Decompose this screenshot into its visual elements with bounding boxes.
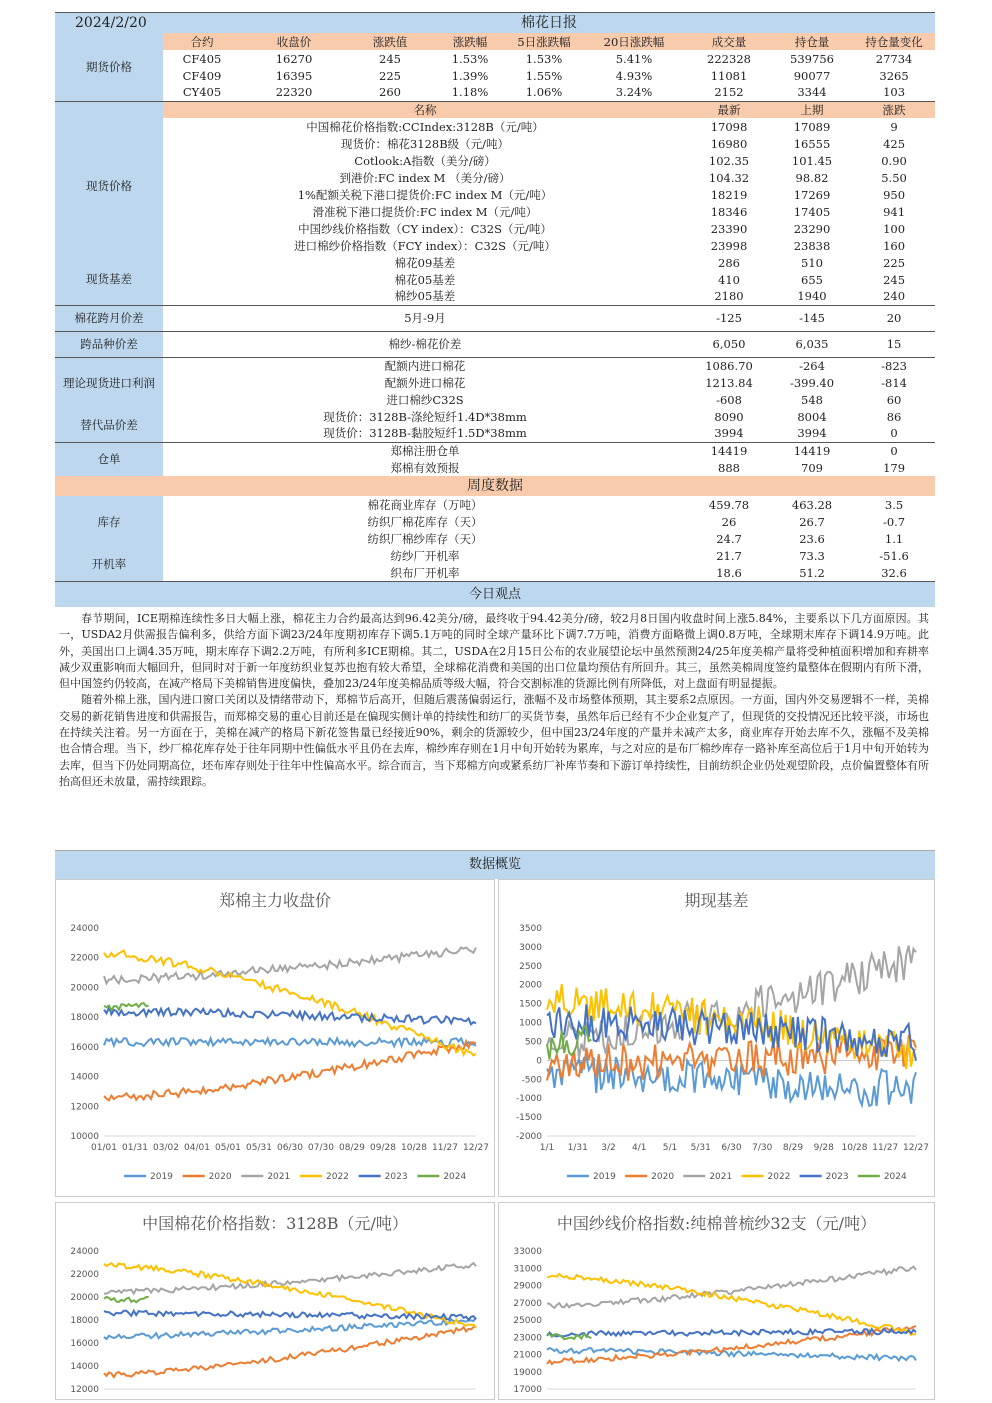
y-tick-label: 20000	[70, 983, 99, 994]
futures-header-cell: 涨跌值	[347, 33, 433, 50]
inventory-name: 纺织厂棉纱库存（天）	[367, 531, 483, 546]
chart-1	[498, 879, 935, 1197]
spot-change: 160	[883, 238, 906, 253]
spot-change: 950	[883, 187, 906, 202]
operating-prev: 51.2	[799, 565, 825, 580]
y-tick-label: 20000	[70, 1293, 99, 1303]
y-tick-label: 25000	[513, 1316, 542, 1326]
table-row	[55, 305, 935, 331]
x-tick-label: 06/30	[277, 1143, 303, 1153]
substitute-latest: 3994	[714, 426, 744, 441]
x-tick-label: 6/30	[721, 1143, 742, 1153]
legend-label: 2022	[326, 1172, 349, 1182]
x-tick-label: 5/1	[662, 1143, 678, 1153]
x-tick-label: 04/01	[184, 1143, 210, 1153]
inventory-change: 1.1	[884, 531, 904, 546]
futures-header-cell: 合约	[163, 33, 241, 50]
spot-prev: 23290	[793, 221, 831, 236]
spot-change: 9	[890, 119, 898, 134]
x-tick-label: 05/01	[215, 1143, 241, 1153]
import_profit-latest: 1086.70	[687, 357, 771, 374]
import_profit-latest: 1213.84	[705, 375, 753, 390]
spot-latest: 16980	[710, 136, 748, 151]
y-tick-label: 1500	[519, 999, 542, 1010]
operating-name: 织布厂开机率	[390, 565, 460, 580]
substitute-name: 现货价：3128B-涤纶短纤1.4D*38mm	[323, 409, 527, 424]
import_profit-change: -823	[853, 357, 935, 374]
warehouse-latest: 14419	[687, 442, 771, 459]
spot-latest: 102.35	[708, 153, 750, 168]
cross-name: 棉纱-棉花价差	[163, 331, 687, 357]
observation-paragraph: 春节期间，ICE期棉连续性多日大幅上涨，棉花主力合约最高达到96.42美分/磅，最终收于94.42美分/磅，较2月8日国内收盘时间上涨5.84%，主要系以下几方面原因。其一，USDA2月供需报告偏利多，供给方面下调23/24年度期初库存下调5.1万吨的同时全球产量环比下调7.7万吨，消费方面略微上调0.8万吨，全球期末库存下调14.9万吨。此外，美国出口上调4.35万吨，期末库存下调2.2万吨，有所利多ICE期棉。其二，USDA在2月15日公布的农业展望论坛中虽然预测24/25年度美棉产量将受种植面积增加和弃耕率减少双重影响而大幅回升，但同时对于新一年度纺织业复苏也抱有较大希望，全球棉花消费和美国的出口位量均预估有所回升。其三，虽然美棉周度签约量整体在假期内有所下滑，但中国签约仍较高，在减产格局下美棉销售进度偏快，叠加23/24年度美棉品质等级大幅，符合交割标准的货源比例有所降低，对上盘面有明显提振。	[59, 612, 929, 691]
futures-header-cell: 收盘价	[241, 33, 347, 50]
y-tick-label: -1500	[515, 1113, 542, 1124]
y-tick-label: -1000	[515, 1094, 542, 1105]
section-label-operating: 开机率	[55, 547, 163, 581]
basis-change: 245	[883, 272, 906, 287]
chart-svg	[499, 880, 934, 1196]
futures-cell: 11081	[710, 68, 748, 83]
cross-latest: 6,050	[687, 331, 771, 357]
spot-header-latest: 最新	[687, 101, 771, 118]
spot-name: 进口棉纱价格指数（FCY index）：C32S（元/吨）	[294, 238, 556, 253]
futures-header-cell: 持仓量	[771, 33, 853, 50]
basis-latest: 2180	[714, 289, 744, 304]
series-line-2019	[104, 1038, 476, 1046]
y-tick-label: 27000	[513, 1298, 542, 1309]
inventory-name: 纺织厂棉花库存（天）	[367, 514, 483, 529]
table-row	[55, 13, 935, 34]
spot-name: Cotlook:A指数（美分/磅）	[354, 153, 496, 168]
basis-prev: 655	[801, 272, 823, 287]
inventory-latest: 459.78	[708, 497, 750, 512]
table-row	[55, 169, 935, 186]
section-label-futures: 期货价格	[55, 33, 163, 101]
spot-name: 中国棉花价格指数:CCIndex:3128B（元/吨）	[306, 119, 544, 134]
table-row	[55, 271, 935, 288]
y-tick-label: 24000	[70, 1247, 99, 1257]
series-line-2023	[547, 1329, 916, 1336]
spread-name: 5月-9月	[163, 305, 687, 331]
table-row	[55, 496, 935, 513]
charts-area	[55, 879, 935, 1400]
legend-label: 2024	[443, 1172, 467, 1182]
series-line-2022	[547, 1274, 916, 1335]
futures-cell: 1.55%	[525, 68, 563, 83]
legend-label: 2023	[384, 1172, 408, 1182]
x-tick-label: 11/27	[872, 1143, 899, 1153]
basis-latest: 410	[718, 272, 740, 287]
import_profit-prev: -264	[771, 357, 853, 374]
futures-header-cell: 20日涨跌幅	[581, 33, 687, 50]
legend-label: 2021	[267, 1172, 291, 1182]
series-line-2024	[104, 1003, 149, 1010]
x-tick-label: 5/31	[690, 1143, 711, 1153]
section-label-basis: 现货基差	[55, 254, 163, 305]
spot-prev: 16555	[793, 136, 831, 151]
spot-change: 425	[883, 136, 906, 151]
futures-cell: 2152	[714, 85, 744, 100]
operating-latest: 21.7	[716, 548, 742, 563]
table-row	[55, 84, 935, 101]
spot-name: 滑准税下港口提货价:FC index M（元/吨）	[312, 204, 538, 219]
basis-name: 棉花05基差	[394, 272, 456, 287]
section-label-inventory: 库存	[55, 496, 163, 547]
spot-prev: 98.82	[795, 170, 829, 185]
warehouse-change: 179	[883, 460, 906, 475]
y-tick-label: 24000	[70, 924, 99, 934]
chart-svg	[56, 880, 494, 1196]
cotton-daily-report	[55, 12, 935, 1403]
futures-cell: 27734	[875, 51, 913, 66]
y-tick-label: 33000	[513, 1247, 542, 1257]
basis-name: 棉纱05基差	[394, 289, 456, 304]
section-label-spot: 现货价格	[55, 118, 163, 254]
y-tick-label: 0	[536, 1056, 542, 1067]
futures-header-cell: 成交量	[687, 33, 771, 50]
x-tick-label: 12/27	[903, 1143, 929, 1153]
chart-title: 期现基差	[684, 891, 749, 910]
x-tick-label: 7/30	[752, 1143, 773, 1153]
y-tick-label: 19000	[513, 1367, 542, 1378]
legend-label: 2024	[883, 1172, 907, 1182]
x-tick-label: 05/31	[246, 1143, 272, 1153]
spot-latest: 23998	[710, 238, 748, 253]
table-row	[55, 50, 935, 67]
operating-name: 纺纱厂开机率	[390, 548, 460, 563]
y-tick-label: 12000	[70, 1385, 99, 1395]
futures-cell: 16270	[275, 51, 313, 66]
x-tick-label: 09/28	[370, 1143, 396, 1153]
basis-name: 棉花09基差	[394, 255, 456, 270]
legend-label: 2022	[767, 1172, 791, 1182]
y-tick-label: 21000	[513, 1350, 542, 1361]
chart-svg	[499, 1203, 934, 1399]
table-row	[55, 118, 935, 135]
series-line-2019	[104, 1318, 476, 1339]
x-tick-label: 10/28	[841, 1143, 868, 1153]
futures-cell: 539756	[790, 51, 834, 66]
y-tick-label: 17000	[513, 1385, 542, 1395]
futures-cell: 260	[379, 85, 401, 100]
basis-latest: 286	[718, 255, 740, 270]
spot-name: 1%配额关税下港口提货价:FC index M（元/吨）	[297, 187, 553, 202]
table-row	[55, 237, 935, 254]
table-row	[55, 374, 935, 391]
substitute-latest: 8090	[714, 409, 744, 424]
table-row	[55, 530, 935, 547]
basis-change: 240	[883, 289, 906, 304]
spot-latest: 18346	[710, 204, 748, 219]
futures-cell: 3265	[879, 68, 909, 83]
chart-0	[55, 879, 495, 1197]
warehouse-name: 郑棉注册仓单	[163, 442, 687, 459]
inventory-prev: 23.6	[799, 531, 825, 546]
table-row	[55, 513, 935, 530]
section-label-warehouse: 仓单	[55, 442, 163, 476]
spot-header-name: 名称	[163, 101, 687, 118]
legend-label: 2019	[593, 1172, 616, 1182]
table-row	[55, 254, 935, 271]
operating-latest: 18.6	[716, 565, 742, 580]
series-line-2020	[104, 1041, 476, 1100]
x-tick-label: 8/29	[782, 1143, 804, 1153]
report-table	[55, 12, 935, 581]
basis-prev: 510	[801, 255, 823, 270]
warehouse-prev: 709	[801, 460, 823, 475]
table-row	[55, 476, 935, 496]
import_profit-prev: -399.40	[789, 375, 835, 390]
y-tick-label: 2000	[519, 980, 542, 991]
basis-prev: 1940	[797, 289, 827, 304]
y-tick-label: 14000	[70, 1362, 99, 1372]
basis-change: 225	[883, 255, 906, 270]
futures-header-cell: 5日涨跌幅	[507, 33, 581, 50]
x-tick-label: 1/31	[567, 1143, 588, 1153]
futures-cell: 3.24%	[615, 85, 653, 100]
series-line-2020	[104, 1326, 476, 1377]
series-line-2024	[104, 1297, 149, 1302]
report-title: 棉花日报	[163, 13, 935, 34]
x-tick-label: 10/28	[401, 1143, 427, 1153]
y-tick-label: 10000	[70, 1132, 99, 1142]
spot-header-change: 涨跌	[853, 101, 935, 118]
futures-header-cell: 涨跌幅	[433, 33, 507, 50]
inventory-name: 棉花商业库存（万吨）	[367, 497, 483, 512]
y-tick-label: 3500	[519, 924, 542, 934]
x-tick-label: 08/29	[339, 1143, 365, 1153]
table-row	[55, 203, 935, 220]
futures-cell: 1.53%	[451, 51, 489, 66]
import_profit-change: 60	[886, 392, 902, 407]
table-row	[55, 564, 935, 581]
futures-cell: 5.41%	[615, 51, 653, 66]
warehouse-prev: 14419	[771, 442, 853, 459]
spot-name: 到港价:FC index M （美分/磅）	[339, 170, 511, 185]
spot-name: 现货价：棉花3128B级（元/吨）	[340, 136, 510, 151]
legend-label: 2019	[150, 1172, 173, 1182]
table-row	[55, 331, 935, 357]
import_profit-prev: 548	[801, 392, 823, 407]
inventory-latest: 24.7	[716, 531, 742, 546]
cross-change: 15	[853, 331, 935, 357]
y-tick-label: 3000	[519, 942, 542, 953]
x-tick-label: 01/31	[122, 1143, 148, 1153]
y-tick-label: -2000	[515, 1132, 542, 1142]
section-label-substitute: 替代品价差	[55, 408, 163, 442]
x-tick-label: 03/02	[153, 1143, 179, 1153]
substitute-name: 现货价：3128B-黏胶短纤1.5D*38mm	[323, 426, 527, 441]
observation-text	[55, 607, 935, 851]
futures-cell: 22320	[275, 85, 313, 100]
spot-prev: 17269	[793, 187, 831, 202]
warehouse-name: 郑棉有效预报	[390, 460, 460, 475]
table-row	[55, 459, 935, 476]
substitute-change: 0	[890, 426, 898, 441]
warehouse-latest: 888	[718, 460, 740, 475]
substitute-change: 86	[886, 409, 902, 424]
table-row	[55, 391, 935, 408]
spot-prev: 101.45	[791, 153, 833, 168]
warehouse-change: 0	[853, 442, 935, 459]
inventory-prev: 463.28	[791, 497, 833, 512]
table-row	[55, 220, 935, 237]
chart-svg	[56, 1203, 494, 1399]
inventory-prev: 26.7	[799, 514, 825, 529]
spot-latest: 104.32	[708, 170, 750, 185]
substitute-prev: 3994	[797, 426, 827, 441]
futures-cell: 245	[379, 51, 401, 66]
x-tick-label: 11/27	[432, 1143, 458, 1153]
chart-title: 中国纱线价格指数:纯棉普梳纱32支（元/吨）	[556, 1214, 877, 1233]
inventory-change: -0.7	[882, 514, 906, 529]
y-tick-label: 14000	[70, 1072, 99, 1083]
section-label-import_profit: 理论现货进口利润	[55, 357, 163, 408]
table-row	[55, 186, 935, 203]
x-tick-label: 1/1	[539, 1143, 555, 1153]
observation-title: 今日观点	[55, 581, 935, 607]
section-label-cross: 跨品种价差	[55, 331, 163, 357]
report-date: 2024/2/20	[55, 13, 163, 34]
y-tick-label: 22000	[70, 1270, 99, 1280]
futures-header-cell: 持仓量变化	[853, 33, 935, 50]
x-tick-label: 3/2	[601, 1143, 616, 1153]
spot-prev: 17089	[793, 119, 831, 134]
chart-3	[498, 1202, 935, 1400]
legend-label: 2023	[825, 1172, 849, 1182]
spot-latest: 18219	[710, 187, 748, 202]
futures-cell: 1.53%	[525, 51, 563, 66]
table-row	[55, 101, 935, 118]
y-tick-label: 22000	[70, 953, 99, 964]
spread-latest: -125	[687, 305, 771, 331]
series-line-2021	[547, 1267, 916, 1308]
x-tick-label: 07/30	[308, 1143, 334, 1153]
table-row	[55, 357, 935, 374]
inventory-latest: 26	[721, 514, 737, 529]
x-tick-label: 9/28	[813, 1143, 834, 1153]
spot-latest: 23390	[710, 221, 748, 236]
table-row	[55, 425, 935, 442]
operating-change: 32.6	[881, 565, 907, 580]
legend-label: 2021	[709, 1172, 733, 1182]
table-row	[55, 547, 935, 564]
observation-paragraph: 随着外棉上涨，国内进口窗口关闭以及情绪带动下，郑棉节后高开，但随后震荡偏弱运行，涨幅不及市场整体预期，其主要系2点原因。一方面，国内外交易逻辑不一样，美棉交易的新花销售进度和供需报告，而郑棉交易的重心目前还是在偏现实侧计单的持续性和纺厂的买货节奏，虽然年后已经有不少企业复产了，但现货的交投情况还比较平淡，市场也在持续关注着。另一方面在于，美棉在减产的格局下新花签售量已经接近90%，剩余的货源较少，但中国23/24年度的产量并未减产太多，商业库存开始去库不久，涨幅不及美棉也合情合理。当下，纱厂棉花库存处于往年同期中性偏低水平且仍在去库，棉纱库存则在1月中旬开始转为累库，与之对应的是布厂棉纱库存一路补库至高位后于1月中旬开始转为去库，但当下仍处同期高位，坯布库存则处于往年中性偏高水平。综合而言，当下郑棉方向或紧系纺厂补库节奏和下游订单持续性，目前纺织企业仍处观望阶段，点价偏置整体有所抬高但还未放量，需持续跟踪。	[59, 693, 929, 788]
import_profit-change: -814	[881, 375, 907, 390]
spot-prev: 23838	[793, 238, 831, 253]
y-tick-label: 29000	[513, 1281, 542, 1292]
spot-change: 941	[883, 204, 906, 219]
series-line-2023	[104, 1007, 476, 1024]
spread-prev: -145	[771, 305, 853, 331]
futures-cell: 90077	[793, 68, 831, 83]
legend-label: 2020	[651, 1172, 675, 1182]
x-tick-label: 12/27	[463, 1143, 489, 1153]
spot-latest: 17098	[710, 119, 748, 134]
import_profit-latest: -608	[716, 392, 742, 407]
futures-cell: 1.06%	[525, 85, 563, 100]
table-row	[55, 442, 935, 459]
table-row	[55, 408, 935, 425]
weekly-title: 周度数据	[55, 476, 935, 496]
y-tick-label: 31000	[513, 1264, 542, 1275]
operating-prev: 73.3	[799, 548, 825, 563]
substitute-prev: 8004	[797, 409, 827, 424]
import_profit-name: 配额外进口棉花	[384, 375, 466, 390]
series-line-2021	[104, 947, 476, 983]
y-tick-label: 18000	[70, 1316, 99, 1326]
table-row	[55, 152, 935, 169]
futures-cell: 3344	[797, 85, 827, 100]
import_profit-name: 配额内进口棉花	[163, 357, 687, 374]
y-tick-label: 16000	[70, 1042, 99, 1053]
chart-title: 郑棉主力收盘价	[218, 891, 332, 910]
operating-change: -51.6	[879, 548, 909, 563]
table-row	[55, 33, 935, 50]
x-tick-label: 01/01	[91, 1143, 117, 1153]
table-cell	[55, 101, 163, 118]
import_profit-name: 进口棉纱C32S	[386, 392, 464, 407]
futures-cell: 225	[379, 68, 401, 83]
x-tick-label: 4/1	[632, 1143, 647, 1153]
y-tick-label: 12000	[70, 1102, 99, 1113]
inventory-change: 3.5	[884, 497, 904, 512]
futures-cell: 222328	[707, 51, 751, 66]
y-tick-label: -500	[521, 1075, 542, 1086]
futures-cell: 4.93%	[615, 68, 653, 83]
futures-cell: CF405	[182, 51, 222, 66]
spot-header-prev: 上期	[771, 101, 853, 118]
y-tick-label: 23000	[513, 1333, 542, 1344]
spot-change: 5.50	[881, 170, 907, 185]
futures-cell: 1.18%	[451, 85, 489, 100]
y-tick-label: 16000	[70, 1339, 99, 1349]
cross-prev: 6,035	[771, 331, 853, 357]
spot-prev: 17405	[793, 204, 831, 219]
y-tick-label: 2500	[519, 961, 542, 972]
section-label-spread: 棉花跨月价差	[55, 305, 163, 331]
spot-change: 0.90	[881, 153, 907, 168]
chart-2	[55, 1202, 495, 1400]
futures-cell: CF409	[182, 68, 222, 83]
y-tick-label: 500	[524, 1037, 542, 1048]
overview-title: 数据概览	[55, 851, 935, 879]
spot-name: 中国纱线价格指数（CY index）：C32S（元/吨）	[298, 221, 552, 236]
y-tick-label: 1000	[519, 1018, 542, 1029]
y-tick-label: 18000	[70, 1013, 99, 1024]
spot-change: 100	[883, 221, 906, 236]
spread-change: 20	[853, 305, 935, 331]
legend-label: 2020	[208, 1172, 232, 1182]
table-row	[55, 67, 935, 84]
chart-title: 中国棉花价格指数：3128B（元/吨）	[142, 1214, 408, 1233]
futures-cell: 16395	[275, 68, 313, 83]
table-row	[55, 288, 935, 305]
table-row	[55, 135, 935, 152]
futures-cell: 1.39%	[451, 68, 489, 83]
futures-cell: 103	[883, 85, 906, 100]
futures-cell: CY405	[182, 85, 222, 100]
